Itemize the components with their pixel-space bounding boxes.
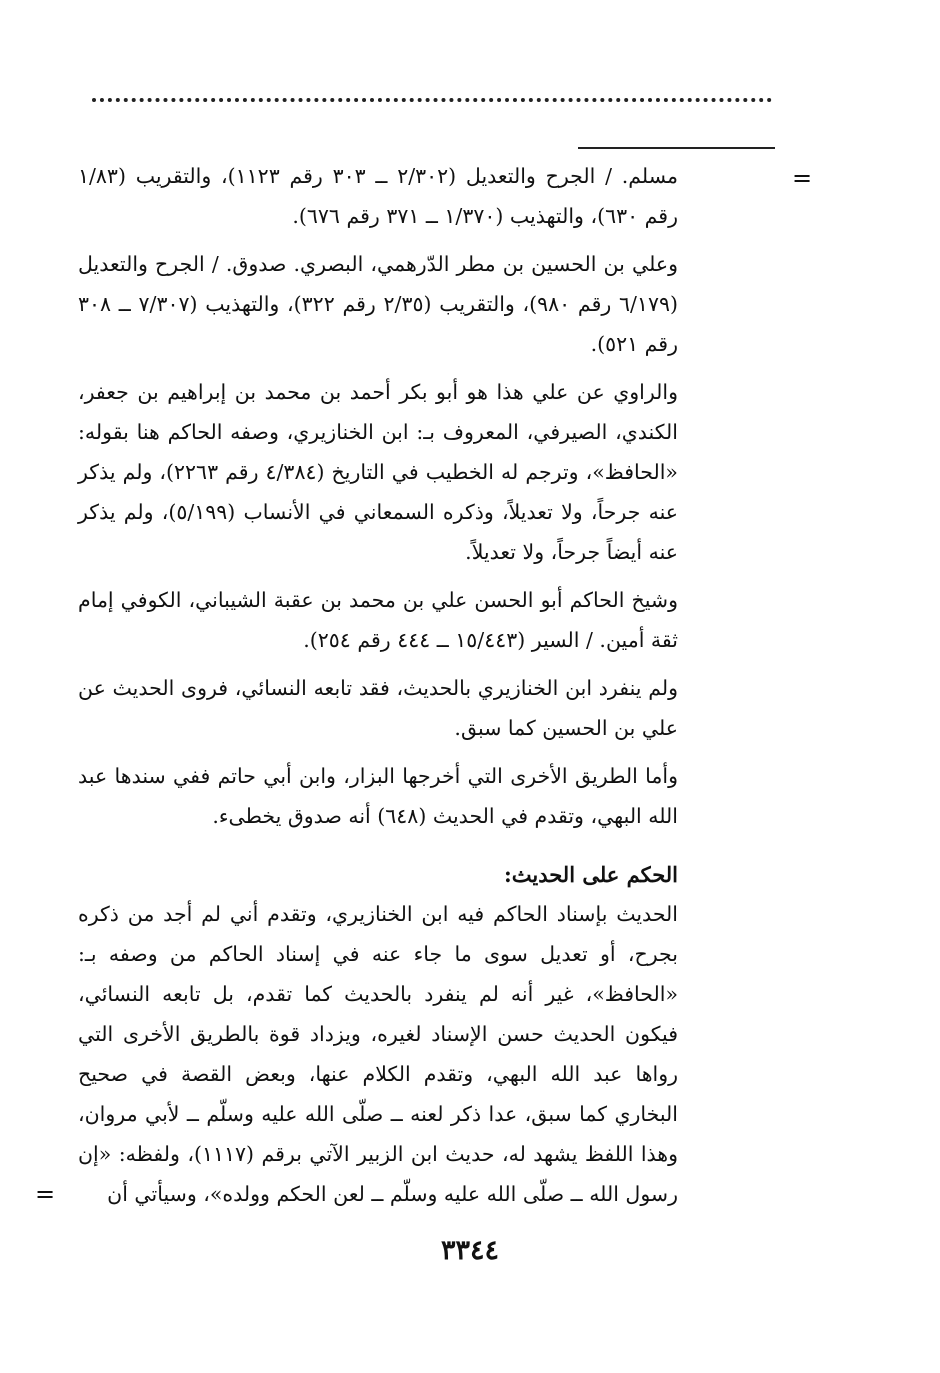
footnote-paragraph-2: وعلي بن الحسين بن مطر الدّرهمي، البصري. صدوق. / الجرح والتعديل (٦/١٧٩ رقم ٩٨٠)، والتقريب (٢/٣٥ رقم ٣٢٢)، والتهذيب (٧/٣٠٧ ــ ٣٠٨ رقم ٥٢١).: [78, 252, 678, 356]
judgement-heading: الحكم على الحديث:: [504, 862, 678, 887]
footnote-paragraph-5: ولم ينفرد ابن الخنازيري بالحديث، فقد تابعه النسائي، فروى الحديث عن علي بن الحسين كما سبق.: [78, 676, 678, 740]
footnote-paragraph-4: وشيخ الحاكم أبو الحسن علي بن محمد بن عقبة الشيباني، الكوفي إمام ثقة أمين. / السير (١٥/٤٤٣ ــ ٤٤٤ رقم ٢٥٤).: [78, 588, 678, 652]
continuation-marker-bottom: =: [35, 1180, 56, 1208]
continuation-marker-top: =: [792, 164, 813, 192]
footnote-paragraph-6: وأما الطريق الأخرى التي أخرجها البزار، وابن أبي حاتم ففي سندها عبد الله البهي، وتقدم في الحديث (٦٤٨) أنه صدوق يخطىء.: [78, 764, 678, 828]
judgement-paragraph: الحديث بإسناد الحاكم فيه ابن الخنازيري، وتقدم أني لم أجد من ذكره بجرح، أو تعديل سوى ما جاء عنه في إسناد الحاكم من وصفه بـ: «الحافظ»، غير أنه لم ينفرد بالحديث كما تقدم، بل تابعه النسائي، فيكون الحديث حسن الإسناد لغيره، ويزداد قوة بالطريق الأخرى التي رواها عبد الله البهي، وتقدم الكلام عنها، وبعض القصة في صحيح البخاري كما سبق، عدا ذكر لعنه ــ صلّى الله عليه وسلّم ــ لأبي مروان، وهذا اللفظ يشهد له، حديث ابن الزبير الآتي برقم (١١١٧)، ولفظه: «إن رسول الله ــ صلّى الله عليه وسلّم ــ لعن الحكم وولده»، وسيأتي أن: [78, 902, 679, 1206]
footnotes-body: [78, 156, 678, 1222]
footnote-paragraph-3: والراوي عن علي هذا هو أبو بكر أحمد بن محمد بن إبراهيم بن جعفر، الكندي، الصيرفي، المعروف بـ: ابن الخنازيري، وصفه الحاكم هنا بقوله: «الحافظ»، وترجم له الخطيب في التاريخ (٤/٣٨٤ رقم ٢٢٦٣)، ولم يذكر عنه جرحاً، ولا تعديلاً، وذكره السمعاني في الأنساب (٥/١٩٩)، ولم يذكر عنه أيضاً جرحاً، ولا تعديلاً.: [78, 380, 678, 564]
footnote-rule: [578, 147, 775, 149]
footnote-paragraph-1: مسلم. / الجرح والتعديل (٢/٣٠٢ ــ ٣٠٣ رقم ١١٢٣)، والتقريب (١/٨٣ رقم ٦٣٠)، والتهذيب (١/٣٧٠ ــ ٣٧١ رقم ٦٧٦).: [78, 164, 678, 228]
page-number: ٣٣٤٤: [440, 1235, 499, 1266]
dotted-separator: [92, 98, 772, 102]
